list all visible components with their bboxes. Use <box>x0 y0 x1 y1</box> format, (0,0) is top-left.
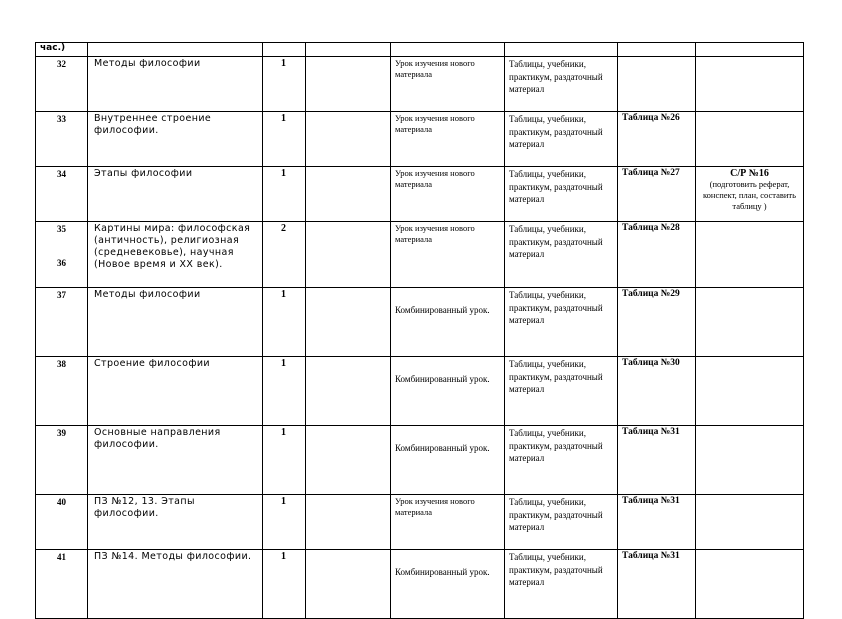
empty-cell <box>306 112 391 167</box>
lesson-topic: Основные направления философии. <box>88 426 263 495</box>
lesson-number-2: 36 <box>57 258 66 268</box>
independent-work-cell <box>696 288 804 357</box>
lesson-type: Комбинированный урок. <box>391 357 505 426</box>
lesson-type: Комбинированный урок. <box>391 550 505 619</box>
empty-cell <box>306 288 391 357</box>
lesson-table-ref: Таблица №31 <box>618 495 696 550</box>
table-row <box>36 167 804 222</box>
lesson-topic: Строение философии <box>88 357 263 426</box>
lesson-number-cell <box>36 426 88 495</box>
header-row <box>36 43 804 57</box>
empty-cell <box>306 57 391 112</box>
lesson-materials: Таблицы, учебники, практикум, раздаточный материал <box>505 357 618 426</box>
lesson-number: 33 <box>57 114 66 124</box>
lesson-topic: Этапы философии <box>88 167 263 222</box>
lesson-plan-table <box>35 42 804 619</box>
lesson-hours: 2 <box>263 222 306 288</box>
lesson-number: 38 <box>57 359 66 369</box>
lesson-number-cell <box>36 288 88 357</box>
lesson-number-cell <box>36 57 88 112</box>
lesson-type: Комбинированный урок. <box>391 426 505 495</box>
lesson-number: 40 <box>57 497 66 507</box>
lesson-topic: Картины мира: философская (античность), религиозная (средневековье), научная (Новое время и XX век). <box>88 222 263 288</box>
independent-work-cell <box>696 426 804 495</box>
table-row <box>36 550 804 619</box>
independent-work-cell <box>696 495 804 550</box>
lesson-number: 35 <box>57 224 66 234</box>
lesson-type: Урок изучения нового материала <box>391 222 505 288</box>
lesson-number: 39 <box>57 428 66 438</box>
lesson-number: 37 <box>57 290 66 300</box>
empty-cell <box>306 222 391 288</box>
lesson-type: Урок изучения нового материала <box>391 112 505 167</box>
empty-cell <box>306 167 391 222</box>
lesson-table-ref: Таблица №26 <box>618 112 696 167</box>
lesson-number: 32 <box>57 59 66 69</box>
empty-cell <box>306 357 391 426</box>
empty-cell <box>306 550 391 619</box>
independent-work-cell <box>696 167 804 222</box>
table-row <box>36 288 804 357</box>
independent-work-cell <box>696 57 804 112</box>
lesson-topic: Методы философии <box>88 288 263 357</box>
independent-work-body: (подготовить реферат, конспект, план, составить таблицу ) <box>702 179 797 211</box>
header-fragment: час.) <box>36 43 88 57</box>
independent-work-title: С/Р №16 <box>730 168 769 179</box>
lesson-type: Урок изучения нового материала <box>391 495 505 550</box>
table-row <box>36 495 804 550</box>
lesson-number-cell <box>36 495 88 550</box>
lesson-number-cell <box>36 112 88 167</box>
lesson-materials: Таблицы, учебники, практикум, раздаточный материал <box>505 167 618 222</box>
lesson-table-ref <box>618 57 696 112</box>
lesson-table-ref: Таблица №31 <box>618 426 696 495</box>
independent-work-cell <box>696 357 804 426</box>
lesson-hours: 1 <box>263 495 306 550</box>
lesson-number-cell <box>36 550 88 619</box>
table-row <box>36 222 804 288</box>
lesson-hours: 1 <box>263 426 306 495</box>
table-row <box>36 112 804 167</box>
lesson-number-cell <box>36 167 88 222</box>
lesson-type: Урок изучения нового материала <box>391 167 505 222</box>
lesson-topic: ПЗ №12, 13. Этапы философии. <box>88 495 263 550</box>
lesson-number: 41 <box>57 552 66 562</box>
lesson-materials: Таблицы, учебники, практикум, раздаточный материал <box>505 426 618 495</box>
empty-cell <box>306 426 391 495</box>
table-row <box>36 426 804 495</box>
empty-cell <box>306 495 391 550</box>
lesson-table-ref: Таблица №29 <box>618 288 696 357</box>
lesson-table-ref: Таблица №28 <box>618 222 696 288</box>
independent-work-cell <box>696 222 804 288</box>
lesson-topic: Методы философии <box>88 57 263 112</box>
lesson-number-cell <box>36 357 88 426</box>
lesson-materials: Таблицы, учебники, практикум, раздаточный материал <box>505 550 618 619</box>
lesson-topic: ПЗ №14. Методы философии. <box>88 550 263 619</box>
lesson-table-ref: Таблица №27 <box>618 167 696 222</box>
lesson-hours: 1 <box>263 112 306 167</box>
lesson-materials: Таблицы, учебники, практикум, раздаточный материал <box>505 495 618 550</box>
lesson-hours: 1 <box>263 57 306 112</box>
lesson-materials: Таблицы, учебники, практикум, раздаточный материал <box>505 112 618 167</box>
lesson-hours: 1 <box>263 167 306 222</box>
lesson-hours: 1 <box>263 550 306 619</box>
lesson-table-ref: Таблица №31 <box>618 550 696 619</box>
lesson-number-cell <box>36 222 88 288</box>
table-row <box>36 57 804 112</box>
lesson-materials: Таблицы, учебники, практикум, раздаточный материал <box>505 222 618 288</box>
lesson-number: 34 <box>57 169 66 179</box>
lesson-materials: Таблицы, учебники, практикум, раздаточный материал <box>505 57 618 112</box>
lesson-type: Комбинированный урок. <box>391 288 505 357</box>
lesson-hours: 1 <box>263 357 306 426</box>
independent-work-cell <box>696 112 804 167</box>
lesson-materials: Таблицы, учебники, практикум, раздаточный материал <box>505 288 618 357</box>
lesson-table-ref: Таблица №30 <box>618 357 696 426</box>
lesson-hours: 1 <box>263 288 306 357</box>
lesson-type: Урок изучения нового материала <box>391 57 505 112</box>
independent-work-cell <box>696 550 804 619</box>
table-row <box>36 357 804 426</box>
lesson-topic: Внутреннее строение философии. <box>88 112 263 167</box>
